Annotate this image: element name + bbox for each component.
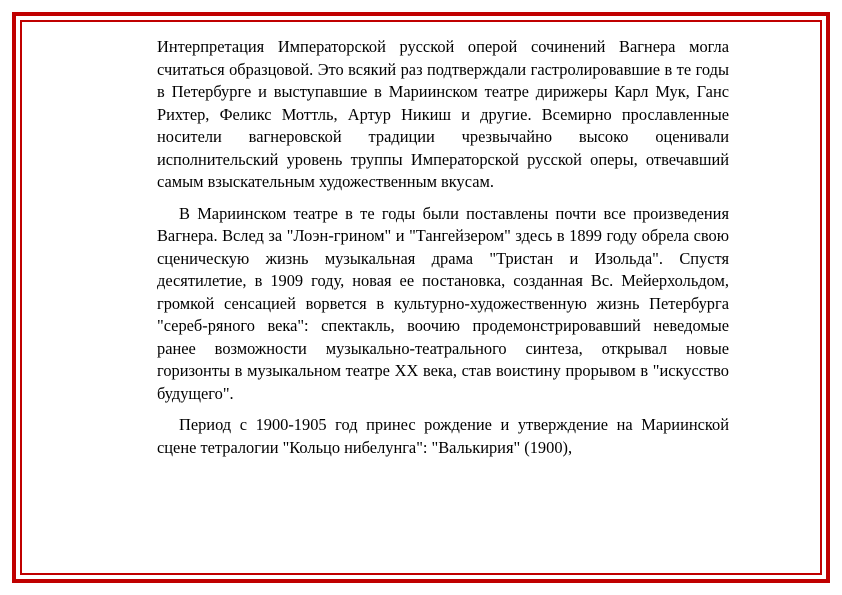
body-text [157, 36, 729, 514]
paragraph-3: Период с 1900-1905 год принес рождение и утверждение на Мариинской сцене тетралогии "Кольцо нибелунга": "Валькирия" (1900), [157, 415, 729, 457]
paragraph-2: В Мариинском театре в те годы были поставлены почти все произведения Вагнера. Вслед за "Лоэн-грином" и "Тангейзером" здесь в 1899 году обрела свою сценическую жизнь музыкальная драма "Тристан и Изольда". Спустя десятилетие, в 1909 году, новая ее постановка, созданная Вс. Мейерхольдом, громкой сенсацией ворвется в культурно-художественную жизнь Петербурга "сереб-ряного века": спектакль, воочию продемонстрировавший неведомые ранее возможности музыкально-театрального синтеза, открывал новые горизонты в музыкальном театре XX века, став воистину прорывом в "искусство будущего". [157, 203, 729, 403]
paragraph-1: Интерпретация Императорской русской оперой сочинений Вагнера могла считаться образцовой. Это всякий раз подтверждали гастролировавшие в те годы в Петербурге и выступавшие в Мариинском театре дирижеры Карл Мук, Ганс Рихтер, Феликс Моттль, Артур Никиш и другие. Всемирно прославленные носители вагнеровской традиции чрезвычайно высоко оценивали исполнительский уровень труппы Императорской русской оперы, отвечавший самым взыскательным художественным вкусам. [157, 37, 729, 191]
